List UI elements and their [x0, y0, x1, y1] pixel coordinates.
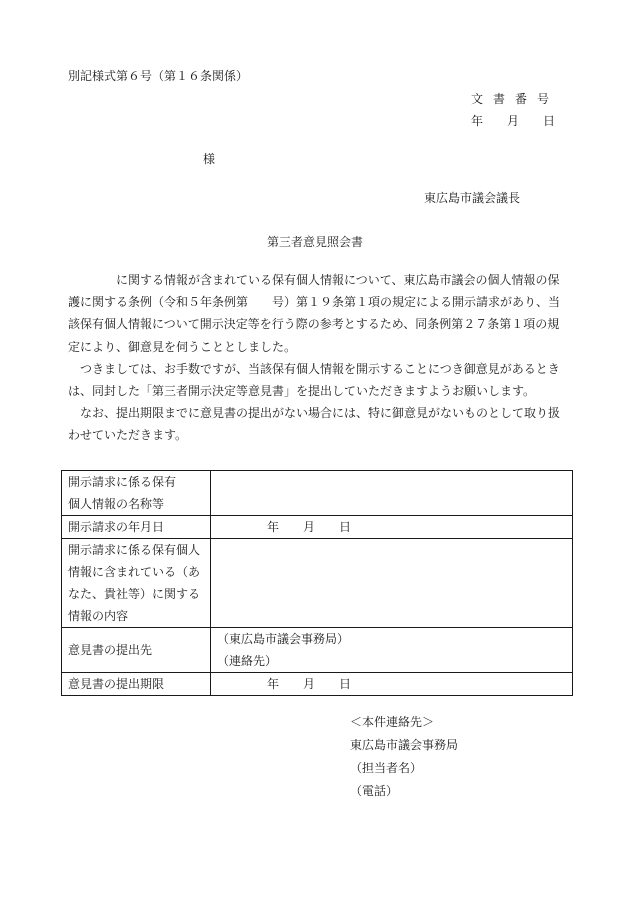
table-row — [62, 471, 573, 516]
contact-heading: ＜本件連絡先＞ — [350, 715, 435, 729]
deadline-text: 年 月 日 — [267, 677, 352, 691]
document-number-label: 文書番号 — [471, 92, 560, 106]
sender-name: 東広島市議会議長 — [424, 191, 521, 205]
label-line: 個人情報の名称等 — [68, 497, 165, 511]
body-line: 該保有個人情報について開示決定等を行う際の参考とするため、同条例第２７条第１項の規 — [68, 317, 560, 332]
contact-block — [350, 711, 458, 803]
personal-info-name-label — [62, 471, 211, 516]
request-date-value[interactable] — [211, 516, 573, 539]
info-content-label — [62, 539, 211, 628]
label-line: なた、貴社等）に関する — [68, 587, 201, 601]
destination-line: （連絡先） — [217, 654, 278, 668]
date-month: 月 — [507, 114, 520, 128]
label-line: 情報の内容 — [68, 609, 129, 623]
personal-info-name-value[interactable] — [211, 471, 573, 516]
label-line: 開示請求に係る保有 — [68, 475, 177, 489]
body-line: は、同封した「第三者開示決定等意見書」を提出していただきますようお願いします。 — [68, 384, 536, 399]
table-row — [62, 673, 573, 696]
table-row — [62, 516, 573, 539]
body-line: なお、提出期限までに意見書の提出がない場合には、特に御意見がないものとして取り扱 — [68, 406, 561, 421]
request-date-label: 開示請求の年月日 — [62, 516, 211, 539]
date-line — [471, 112, 555, 129]
info-content-value[interactable] — [211, 539, 573, 628]
paragraph-2 — [68, 358, 576, 402]
submission-deadline-value[interactable] — [211, 673, 573, 696]
destination-line: （東広島市議会事務局） — [217, 632, 350, 646]
request-date-text: 年 月 日 — [267, 520, 352, 534]
label-line: 開示請求に係る保有個人 — [68, 543, 201, 557]
contact-phone: （電話） — [350, 784, 399, 798]
submission-deadline-label: 意見書の提出期限 — [62, 673, 211, 696]
label-line: 情報に含まれている（あ — [68, 565, 201, 579]
addressee-honorific: 様 — [203, 152, 216, 166]
submission-destination-label: 意見書の提出先 — [62, 628, 211, 673]
table-row — [62, 539, 573, 628]
document-title: 第三者意見照会書 — [266, 235, 363, 249]
body-line: わせていただきます。 — [68, 428, 188, 443]
form-number: 別記様式第６号（第１６条関係） — [68, 69, 249, 83]
paragraph-3 — [68, 402, 576, 446]
contact-office: 東広島市議会事務局 — [350, 738, 459, 752]
body-text — [68, 269, 576, 447]
body-line: 定により、御意見を伺うこととしました。 — [68, 339, 297, 354]
contact-person: （担当者名） — [350, 761, 423, 775]
body-line: つきましては、お手数ですが、当該保有個人情報を開示することにつき御意見があるとき — [68, 361, 560, 376]
date-year: 年 — [471, 114, 484, 128]
date-day: 日 — [543, 114, 556, 128]
paragraph-1 — [68, 269, 576, 358]
table-row — [62, 628, 573, 673]
body-line: に関する情報が含まれている保有個人情報について、東広島市議会の個人情報の保 — [68, 273, 560, 287]
body-line: 護に関する条例（令和５年条例第 号）第１９条第１項の規定による開示請求があり、当 — [68, 295, 561, 310]
info-table — [61, 470, 573, 696]
submission-destination-value — [211, 628, 573, 673]
